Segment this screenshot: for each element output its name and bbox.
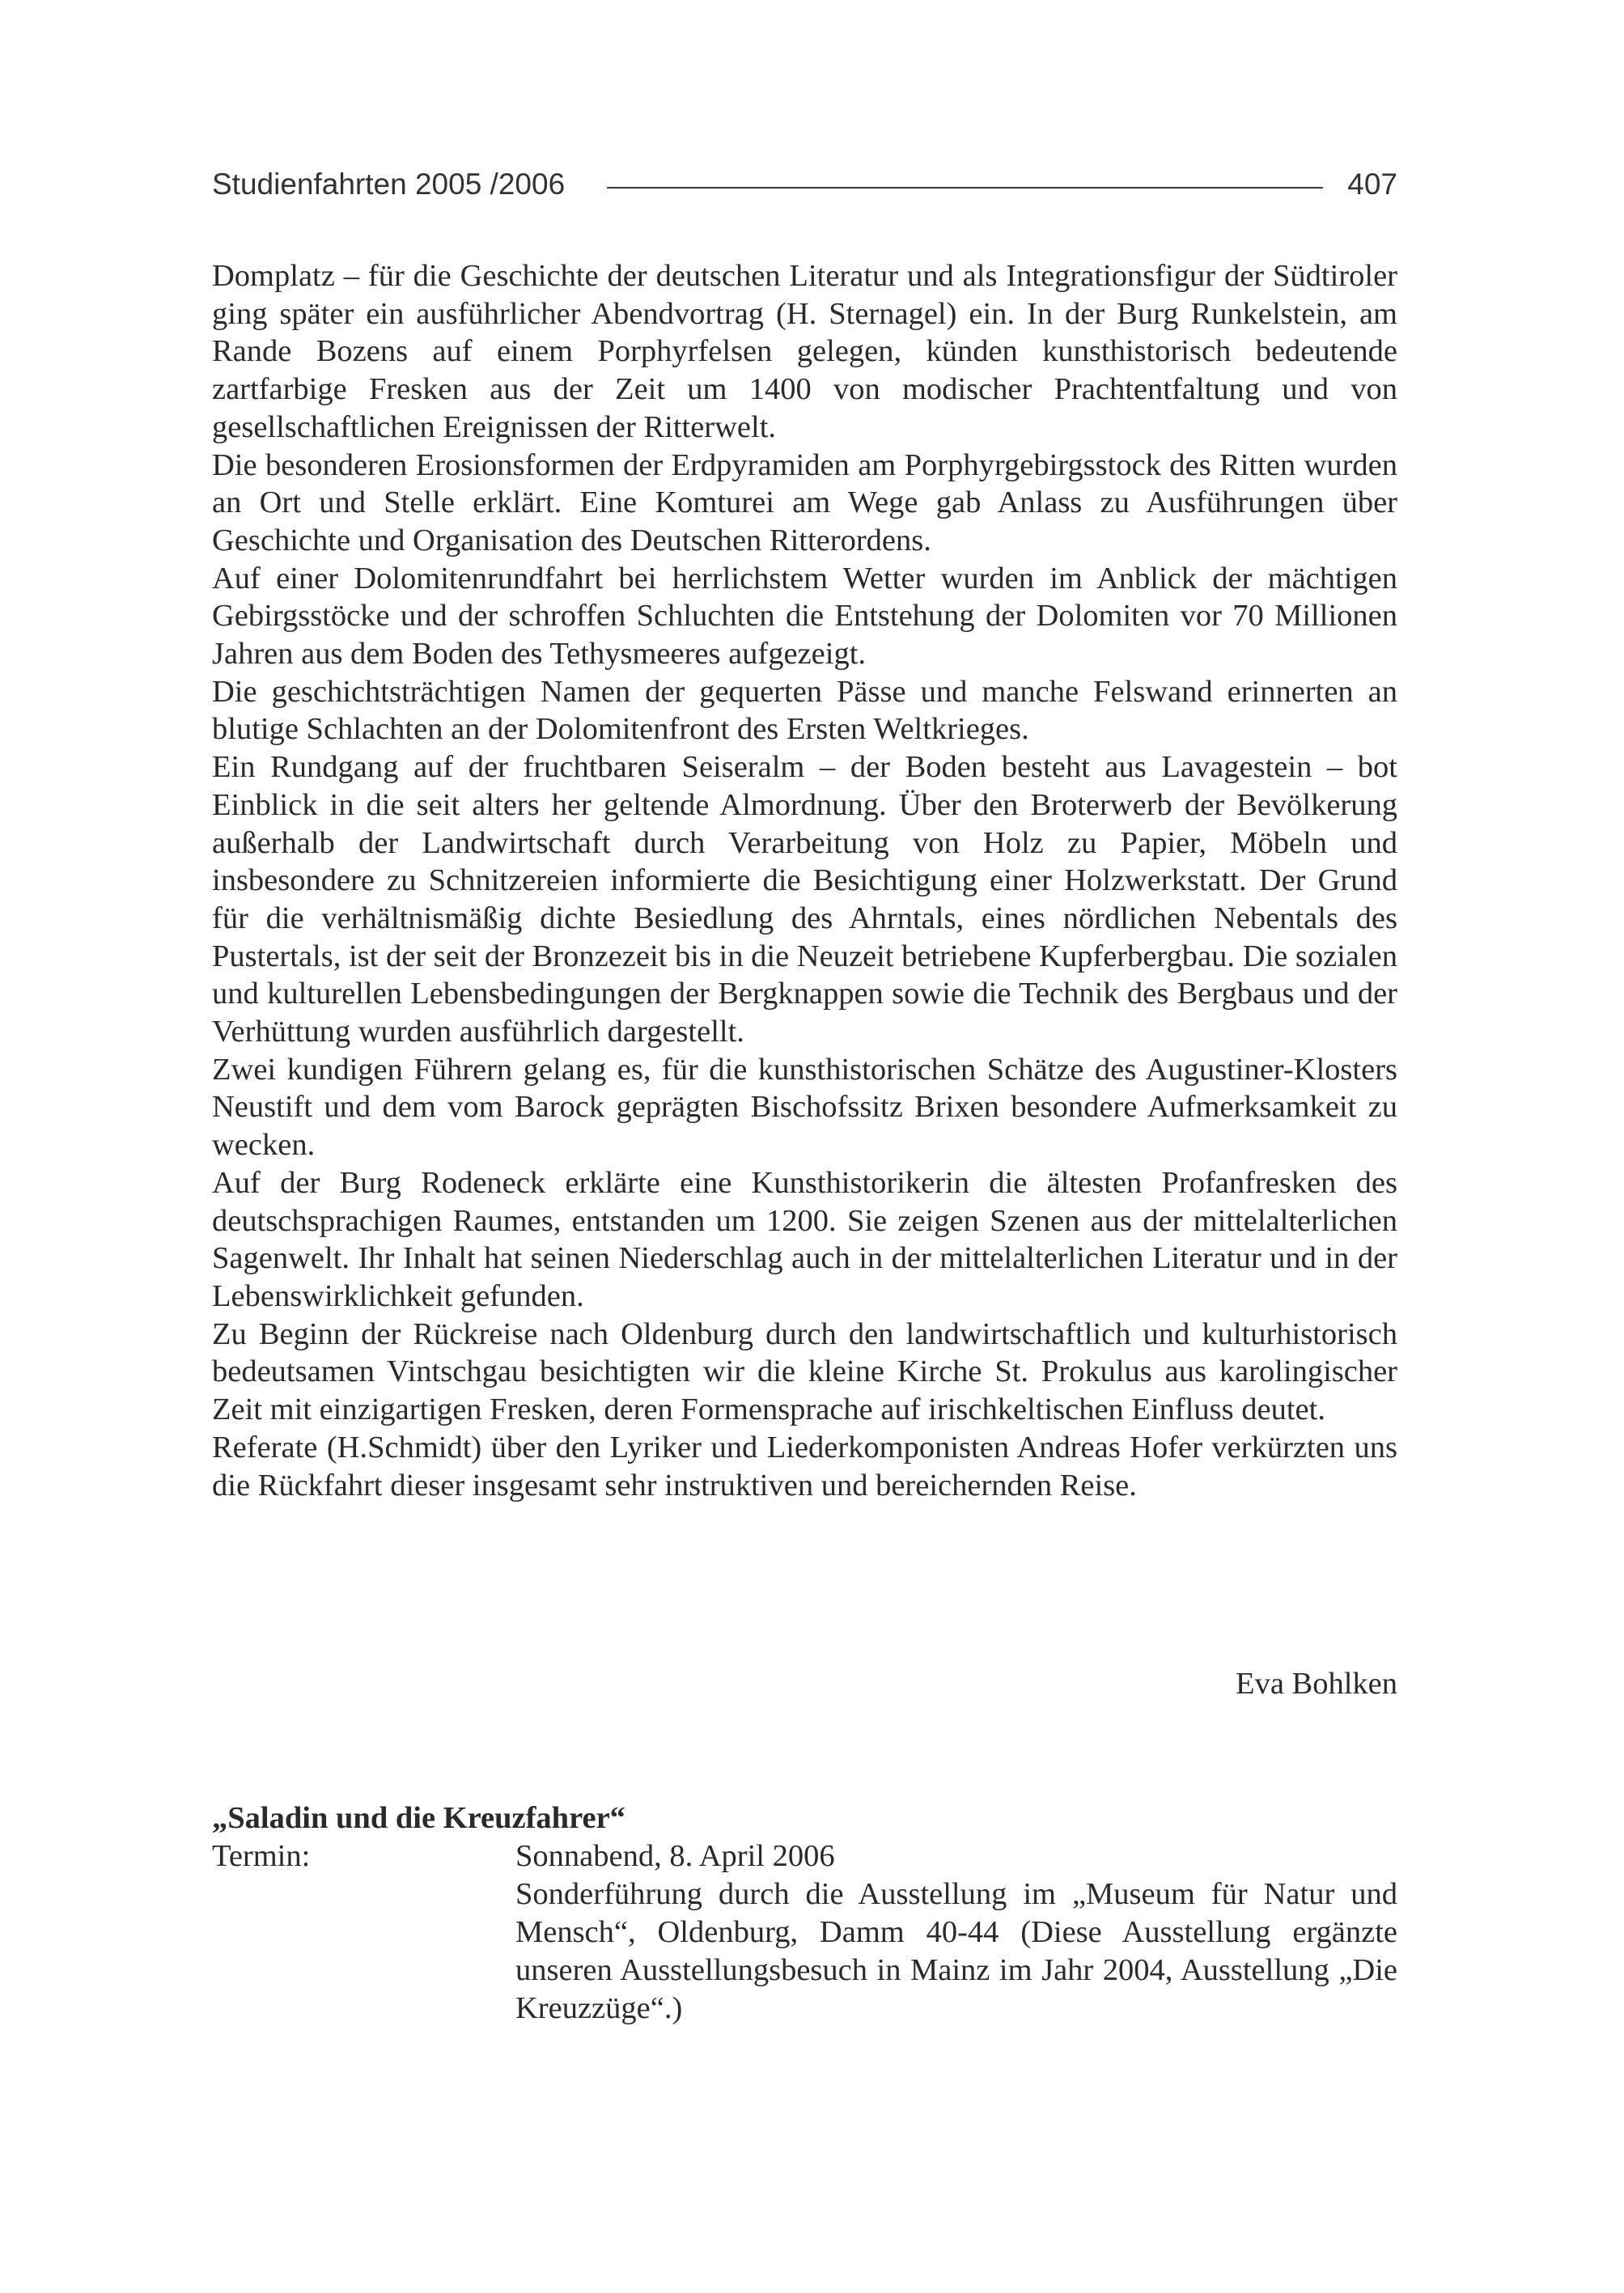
author-signature: Eva Bohlken [1236,1667,1397,1701]
paragraph: Zu Beginn der Rückreise nach Oldenburg durch den landwirtschaftlich und kulturhistorisch bedeutsamen Vintschgau besichtigten wir die kleine Kirche St. Prokulus aus karolingischer Zeit mit einzigartigen Fresken, deren Formensprache auf irischkeltischen Einfluss deutet. [212,1316,1397,1427]
termin-row [212,1837,1397,1876]
event-details: Sonderführung durch die Ausstellung im „Museum für Natur und Mensch“, Oldenburg, Damm 40-44 (Diese Ausstellung ergänzte unseren Ausstellungsbesuch in Mainz im Jahr 2004, Ausstellung „Die Kreuzzüge“.) [515,1877,1397,2025]
header-rule [607,187,1323,189]
paragraph: Auf einer Dolomitenrundfahrt bei herrlichstem Wetter wurden im Anblick der mächtigen Gebirgsstöcke und der schroffen Schluchten die Entstehung der Dolomiten vor 70 Millionen Jahren aus dem Boden des Tethysmeeres aufgezeigt. [212,561,1397,672]
paragraph: Ein Rundgang auf der fruchtbaren Seiseralm – der Boden besteht aus Lavagestein – bot Einblick in die seit alters her geltende Almordnung. Über den Broterwerb der Bevölkerung außerhalb der Landwirtschaft durch Verarbeitung von Holz zu Papier, Möbeln und insbesondere zu Schnitzereien informierte die Besichtigung einer Holzwerkstatt. Der Grund für die verhältnismäßig dichte Besiedlung des Ahrntals, eines nördlichen Nebentals des Pustertals, ist der seit der Bronzezeit bis in die Neuzeit betriebene Kupferbergbau. Die sozialen und kulturellen Lebensbedingungen der Bergknappen sowie die Technik des Bergbaus und der Verhüttung wurden ausführlich dargestellt. [212,750,1397,1049]
body-text [212,257,1397,1504]
paragraph: Referate (H.Schmidt) über den Lyriker und Liederkomponisten Andreas Hofer verkürzten uns die Rückfahrt dieser insgesamt sehr instruktiven und bereichernden Reise. [212,1430,1397,1503]
paragraph: Die geschichtsträchtigen Namen der gequerten Pässe und manche Felswand erinnerten an blutige Schlachten an der Dolomitenfront des Ersten Weltkrieges. [212,674,1397,747]
paragraph: Auf der Burg Rodeneck erklärte eine Kunsthistorikerin die ältesten Profanfresken des deutschsprachigen Raumes, entstanden um 1200. Sie zeigen Szenen aus der mittelalterlichen Sagenwelt. Ihr Inhalt hat seinen Niederschlag auch in der mittelalterlichen Literatur und in der Lebenswirklichkeit gefunden. [212,1165,1397,1313]
page-number: 407 [1347,167,1397,201]
page-header [212,160,1397,209]
section-title: „Saladin und die Kreuzfahrer“ [212,1801,625,1835]
termin-value: Sonnabend, 8. April 2006 [515,1839,835,1873]
paragraph: Zwei kundigen Führern gelang es, für die kunsthistorischen Schätze des Augustiner-Klosters Neustift und dem vom Barock geprägten Bischofssitz Brixen besondere Aufmerksamkeit zu wecken. [212,1052,1397,1163]
running-title: Studienfahrten 2005 /2006 [212,167,566,201]
paragraph: Die besonderen Erosionsformen der Erdpyramiden am Porphyrgebirgsstock des Ritten wurden an Ort und Stelle erklärt. Eine Komturei am Wege gab Anlass zu Ausführungen über Geschichte und Organisation des Deutschen Ritterordens. [212,447,1397,557]
termin-label: Termin: [212,1839,311,1873]
paragraph: Domplatz – für die Geschichte der deutschen Literatur und als Integrationsfigur der Südtiroler ging später ein ausführlicher Abendvortrag (H. Sternagel) ein. In der Burg Runkelstein, am Rande Bozens auf einem Porphyrfelsen gelegen, künden kunsthistorisch bedeutende zartfarbige Fresken aus der Zeit um 1400 von modischer Prachtentfaltung und von gesellschaftlichen Ereignissen der Ritterwelt. [212,259,1397,444]
event-section [212,1799,1397,2028]
